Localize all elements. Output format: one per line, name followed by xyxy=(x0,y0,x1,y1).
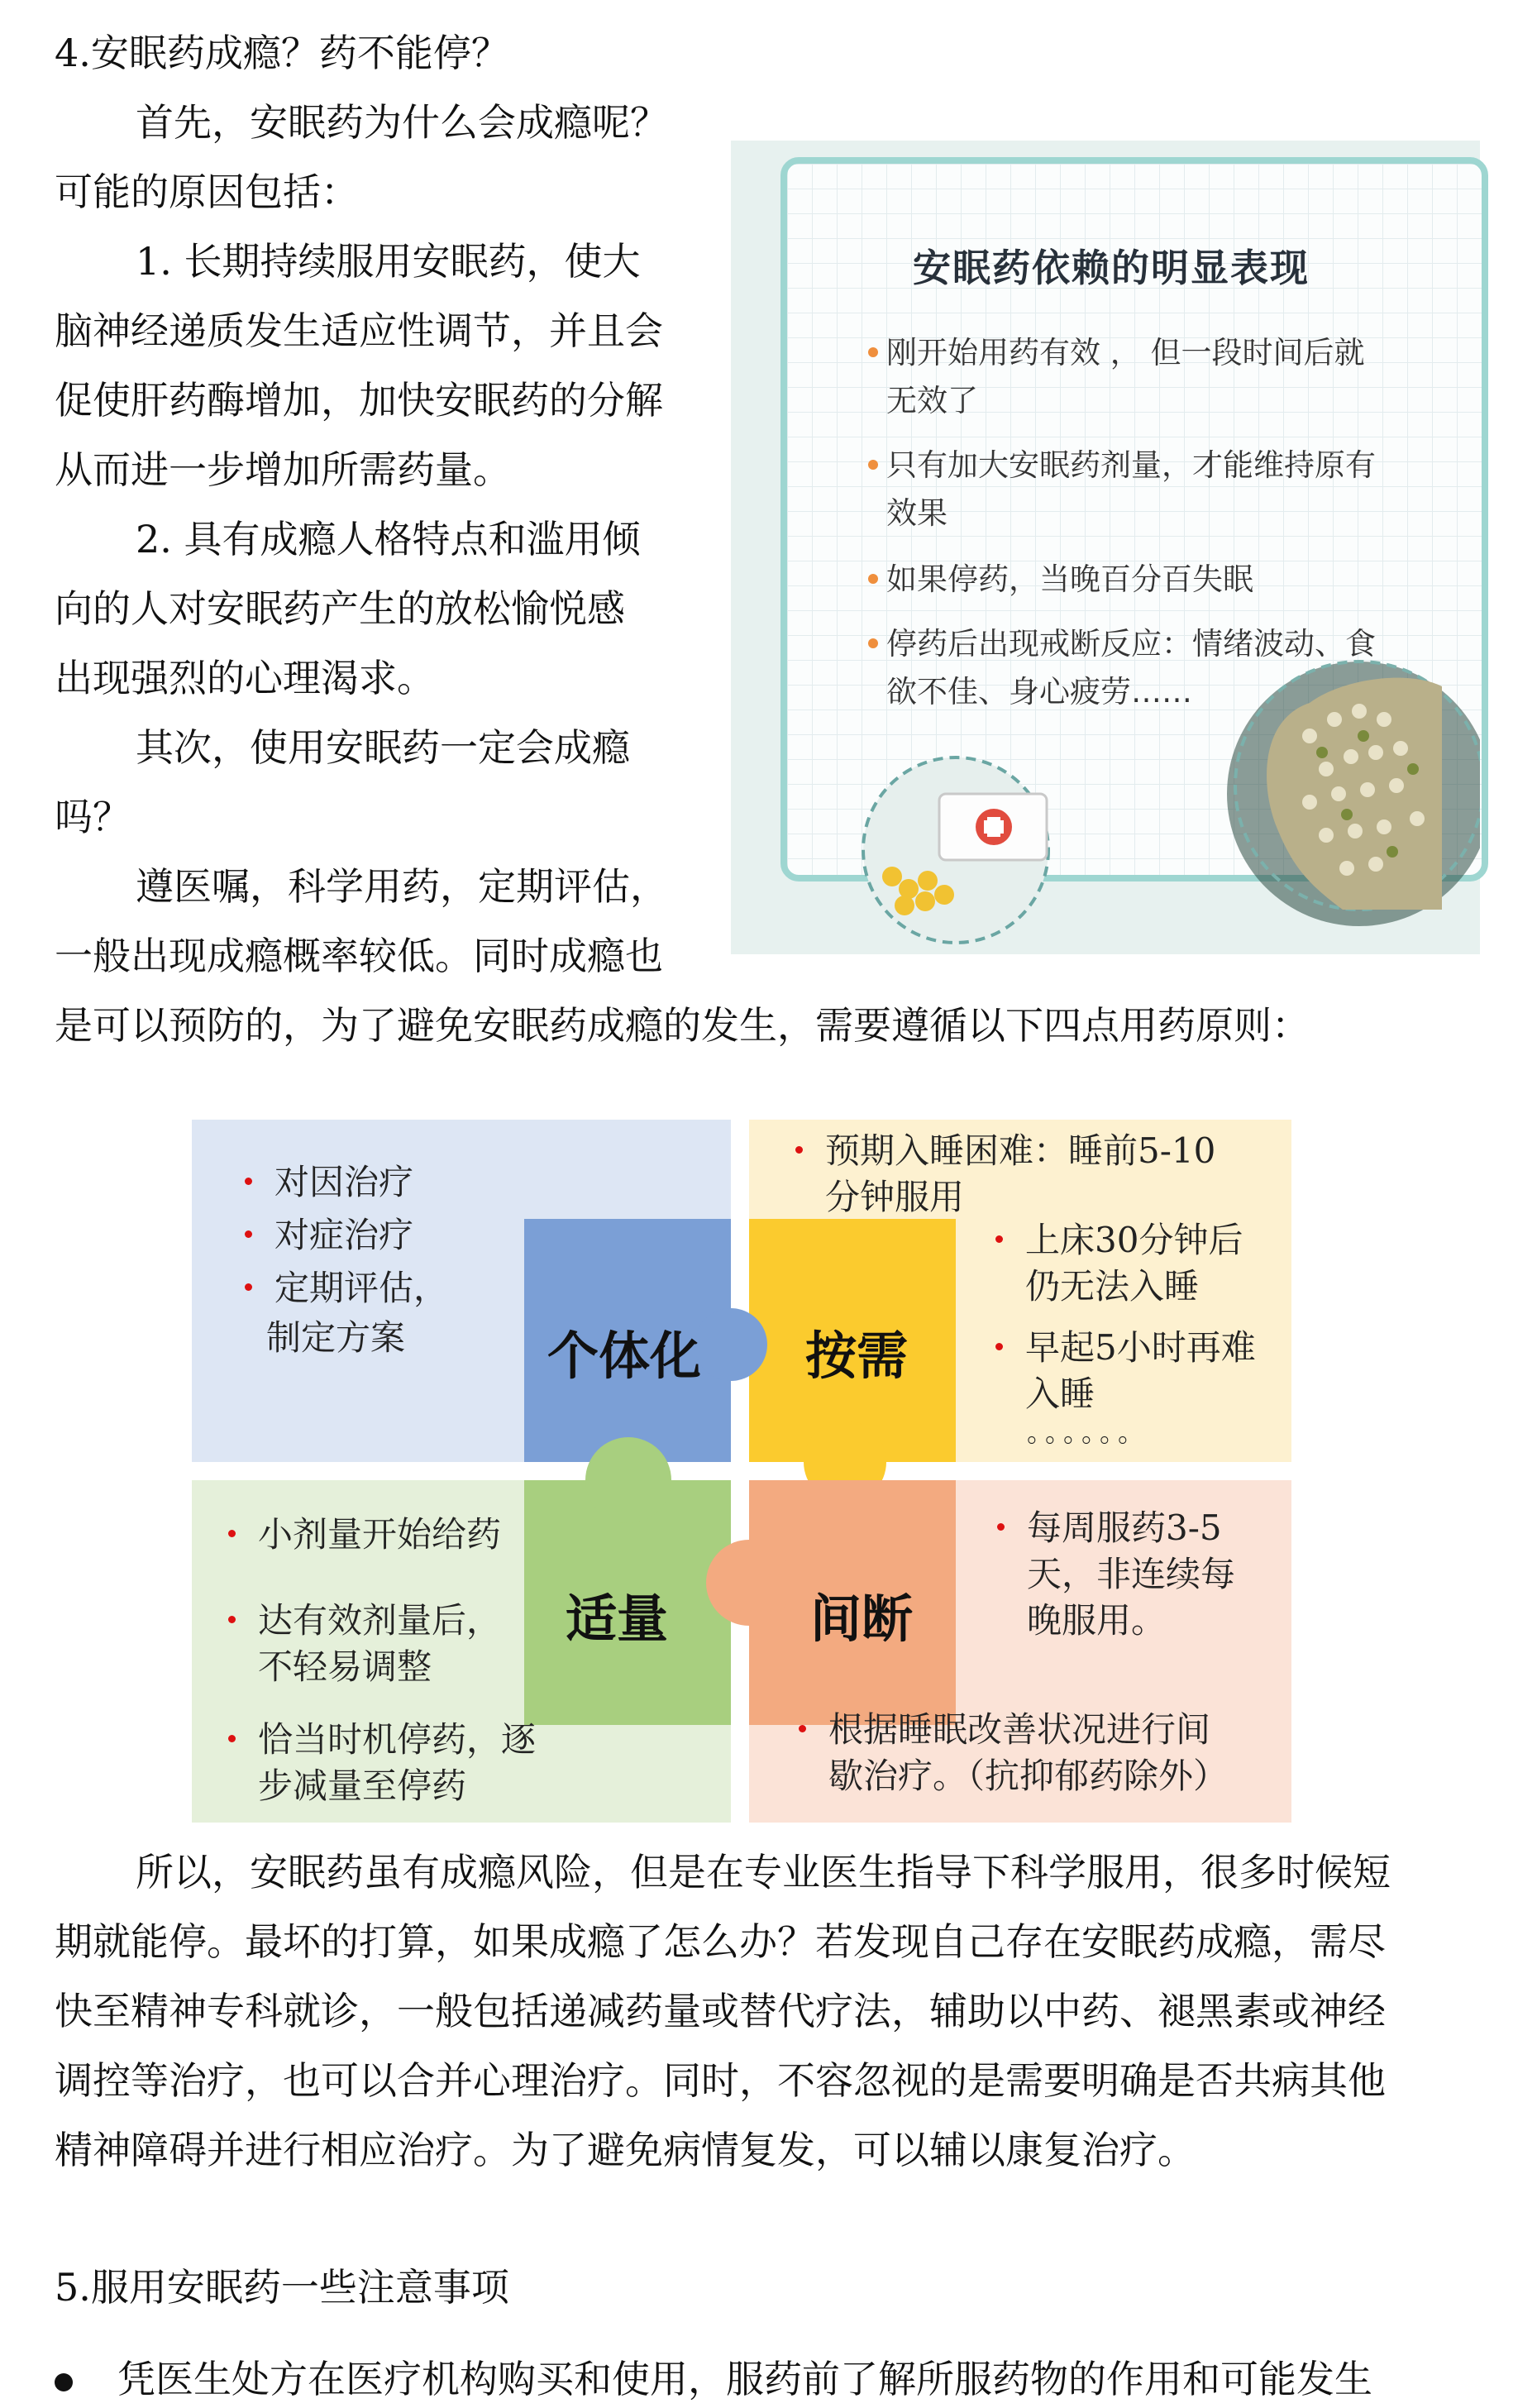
card-title: 安眠药依赖的明显表现 xyxy=(913,246,1310,290)
section-heading: 5.服用安眠药一些注意事项 xyxy=(55,2265,509,2310)
paragraph-line: 脑神经递质发生适应性调节，并且会 xyxy=(55,308,663,353)
principle-item: 恰当时机停药，逐 步减量至停药 xyxy=(258,1717,536,1809)
paragraph-line: 调控等治疗，也可以合并心理治疗。同时，不容忽视的是需要明确是否共病其他 xyxy=(55,2058,1386,2103)
card-bullet: 如果停药，当晚百分百失眠 xyxy=(886,556,1253,604)
paragraph-line: 首先，安眠药为什么会成瘾呢？ xyxy=(136,100,668,145)
principle-item: 对因治疗 xyxy=(274,1159,413,1206)
card-bullet: 停药后出现戒断反应：情绪波动、食 欲不佳、身心疲劳…… xyxy=(886,620,1376,716)
paragraph-line: 期就能停。最坏的打算，如果成瘾了怎么办？若发现自己存在安眠药成瘾，需尽 xyxy=(55,1919,1386,1964)
paragraph-line: 出现强烈的心理渴求。 xyxy=(55,656,435,700)
ellipsis-dots: 。。。。。。 xyxy=(1027,1417,1150,1448)
principle-item: 每周服药3-5 天，非连续每 晚服用。 xyxy=(1027,1505,1235,1644)
center-on-demand: 按需 xyxy=(805,1326,909,1386)
center-moderate: 适量 xyxy=(566,1589,669,1649)
principle-item: 定期评估， xyxy=(274,1265,448,1312)
card-bullet: 刚开始用药有效 ， 但一段时间后就 无效了 xyxy=(886,329,1365,425)
bullet-dot-icon xyxy=(55,2373,73,2391)
paragraph-line: 遵医嘱，科学用药，定期评估， xyxy=(136,864,668,909)
paragraph-line: 向的人对安眠药产生的放松愉悦感 xyxy=(55,586,625,631)
paragraph-line: 所以，安眠药虽有成瘾风险，但是在专业医生指导下科学服用，很多时候短 xyxy=(136,1850,1391,1894)
card-bullet: 只有加大安眠药剂量，才能维持原有 效果 xyxy=(886,442,1376,538)
dependency-illustration xyxy=(731,141,1480,954)
paragraph-line: 吗？ xyxy=(55,795,131,839)
pills-head-illustration xyxy=(731,141,1480,954)
principle-item: 根据睡眠改善状况进行间 歇治疗。（抗抑郁药除外） xyxy=(828,1707,1228,1799)
paragraph-line: 快至精神专科就诊，一般包括递减药量或替代疗法，辅助以中药、褪黑素或神经 xyxy=(55,1989,1386,2033)
paragraph-line: 是可以预防的，为了避免安眠药成瘾的发生，需要遵循以下四点用药原则： xyxy=(55,1003,1310,1048)
principle-item: 小剂量开始给药 xyxy=(258,1512,501,1558)
paragraph-line: 2. 具有成瘾人格特点和滥用倾 xyxy=(136,517,641,561)
principle-item: 早起5小时再难 入睡 xyxy=(1025,1325,1256,1417)
paragraph-line: 其次，使用安眠药一定会成瘾 xyxy=(136,725,630,770)
principle-item: 对症治疗 xyxy=(274,1212,413,1259)
medication-principles-puzzle xyxy=(192,1120,1291,1823)
paragraph-line: 从而进一步增加所需药量。 xyxy=(55,447,511,492)
paragraph-line: 一般出现成瘾概率较低。同时成瘾也 xyxy=(55,934,663,978)
center-intermittent: 间断 xyxy=(810,1589,914,1649)
paragraph-line: 促使肝药酶增加，加快安眠药的分解 xyxy=(55,378,663,423)
section-heading: 4.安眠药成瘾？药不能停？ xyxy=(55,31,509,75)
principle-item-continued: 制定方案 xyxy=(266,1317,406,1358)
center-individualized: 个体化 xyxy=(547,1326,702,1386)
principle-item: 达有效剂量后， 不轻易调整 xyxy=(258,1598,501,1690)
paragraph-line: 精神障碍并进行相应治疗。为了避免病情复发，可以辅以康复治疗。 xyxy=(55,2128,1196,2172)
paragraph-line: 1. 长期持续服用安眠药，使大 xyxy=(136,239,641,284)
principle-item: 预期入睡困难：睡前5-10 分钟服用 xyxy=(825,1128,1215,1221)
bullet-item: 凭医生处方在医疗机构购买和使用，服药前了解所服药物的作用和可能发生 xyxy=(55,2350,1372,2408)
principle-item: 上床30分钟后 仍无法入睡 xyxy=(1025,1217,1243,1310)
paragraph-line: 可能的原因包括： xyxy=(55,170,359,214)
